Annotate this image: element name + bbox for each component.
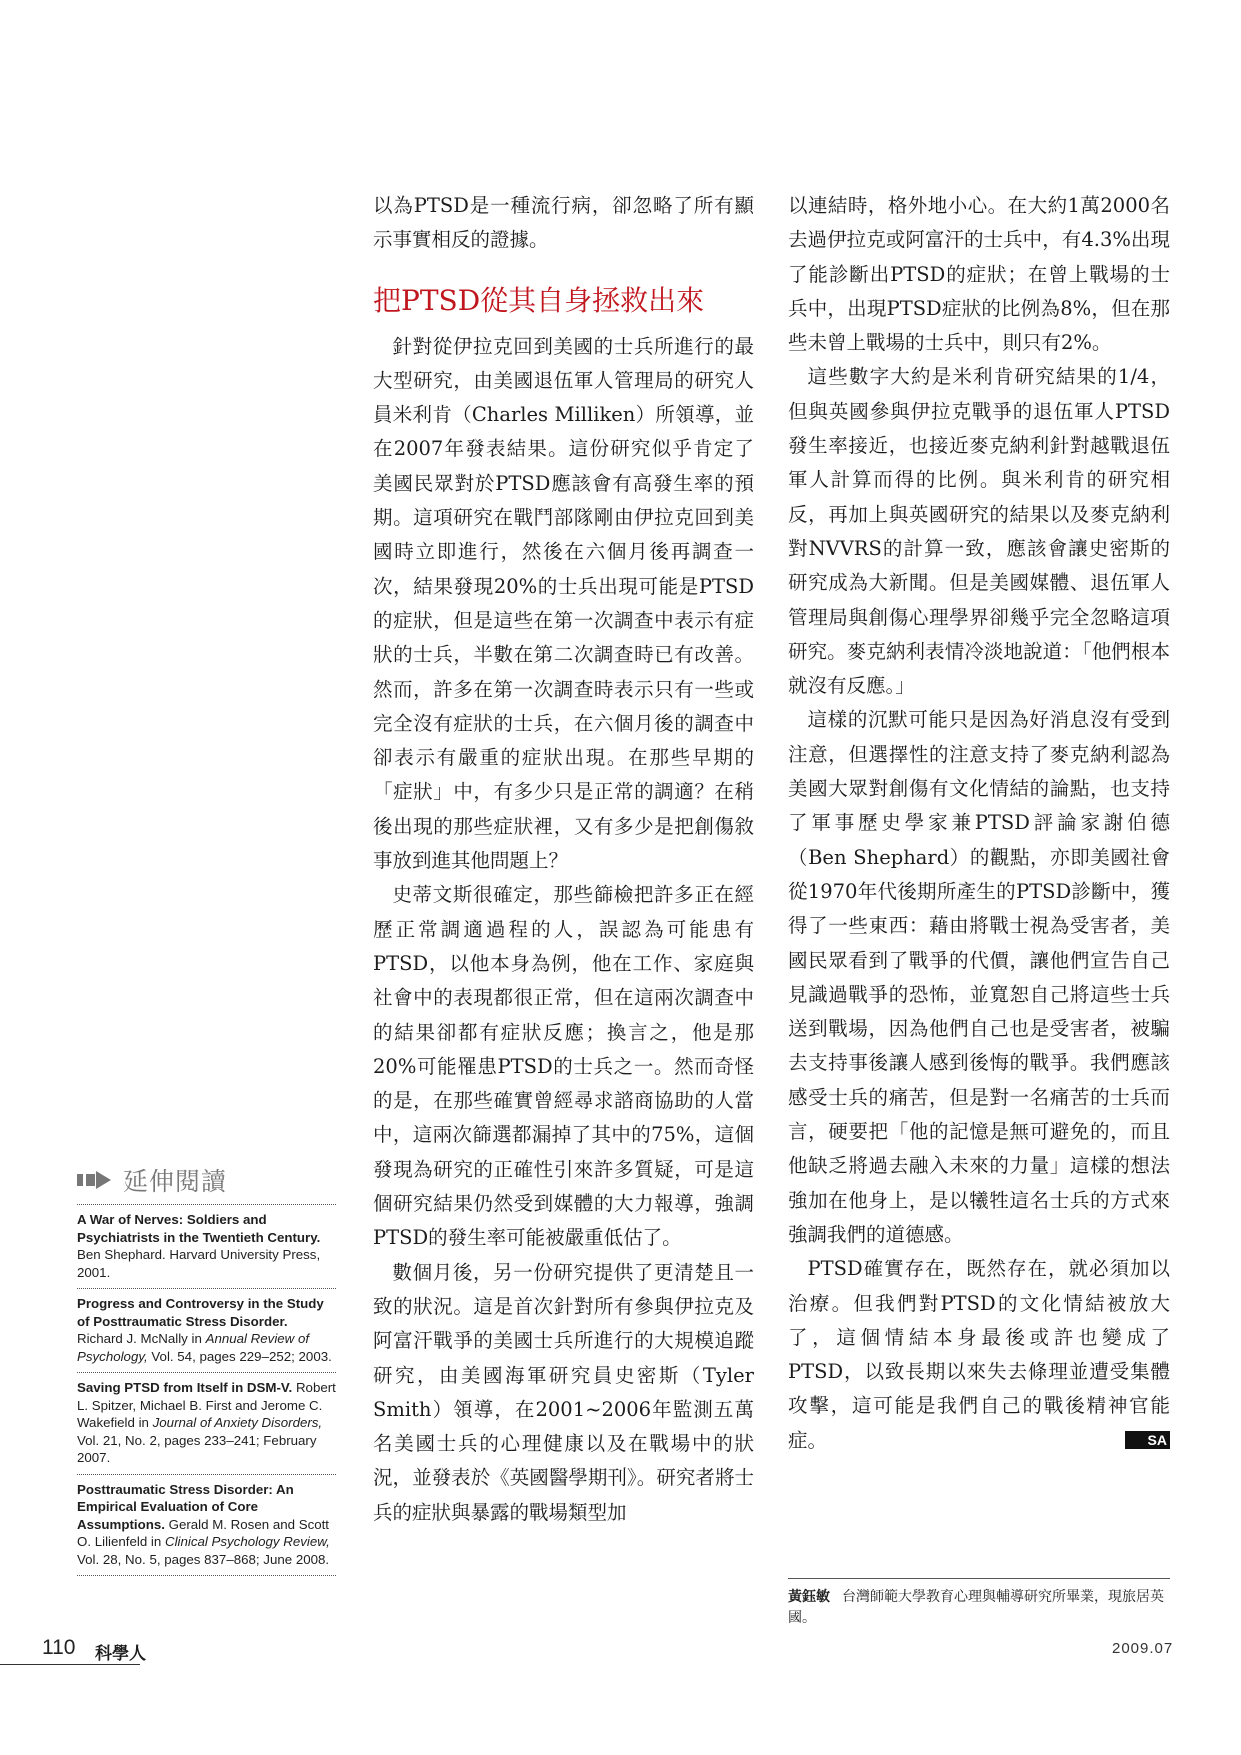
article-column-right — [788, 189, 1170, 1458]
paragraph: 這樣的沉默可能只是因為好消息沒有受到注意，但選擇性的注意支持了麥克納利認為美國大眾對創傷有文化情結的論點，也支持了軍事歷史學家兼PTSD評論家謝伯德（Ben Shephard）的觀點，亦即美國社會從1970年代後期所產生的PTSD診斷中，獲得了一些東西：藉由將戰士視為受害者，美國民眾看到了戰爭的代價，讓他們宣告自己見識過戰爭的恐怖，並寬恕自己將這些士兵送到戰場，因為他們自己也是受害者，被騙去支持事後讓人感到後悔的戰爭。我們應該感受士兵的痛苦，但是對一名痛苦的士兵而言，硬要把「他的記憶是無可避免的，而且他缺乏將過去融入未來的力量」這樣的想法強加在他身上，是以犧牲這名士兵的方式來強調我們的道德感。 — [788, 708, 1170, 1246]
paragraph-text: PTSD確實存在，既然存在，就必須加以治療。但我們對PTSD的文化情結被放大了，這個情結本身最後或許也變成了PTSD，以致長期以來失去條理並遭受集體攻擊，這可能是我們自己的戰後精神官能症。 — [788, 1257, 1170, 1452]
reference-authors: Robert L. Spitzer, Michael B. First and Jerome C. Wakefield in — [77, 1380, 336, 1430]
author-note — [788, 1578, 1170, 1629]
section-heading: 把PTSD從其自身拯救出來 — [373, 283, 705, 317]
author-bio: 台灣師範大學教育心理與輔導研究所畢業，現旅居英國。 — [788, 1589, 1164, 1626]
reference-item — [77, 1373, 336, 1475]
article-column-middle — [373, 189, 754, 1530]
further-reading-title: 延伸閱讀 — [123, 1167, 228, 1196]
paragraph: 針對從伊拉克回到美國的士兵所進行的最大型研究，由美國退伍軍人管理局的研究人員米利肯（Charles Milliken）所領導，並在2007年發表結果。這份研究似乎肯定了美國民眾對於PTSD應該會有高發生率的預期。這項研究在戰鬥部隊剛由伊拉克回到美國時立即進行，然後在六個月後再調查一次，結果發現20%的士兵出現可能是PTSD的症狀，但是這些在第一次調查中表示有症狀的士兵，半數在第二次調查時已有改善。然而，許多在第一次調查時表示只有一些或完全沒有症狀的士兵，在六個月後的調查中卻表示有嚴重的症狀出現。在那些早期的「症狀」中，有多少只是正常的調適？在稍後出現的那些症狀裡，又有多少是把創傷敘事放到進其他問題上？ — [373, 334, 754, 873]
paragraph: 史蒂文斯很確定，那些篩檢把許多正在經歷正常調適過程的人，誤認為可能患有PTSD，以他本身為例，他在工作、家庭與社會中的表現都很正常，但在這兩次調查中的結果卻都有症狀反應；換言之，他是那20%可能罹患PTSD的士兵之一。然而奇怪的是，在那些確實曾經尋求諮商協助的人當中，這兩次篩選都漏掉了其中的75%，這個發現為研究的正確性引來許多質疑，可是這個研究結果仍然受到媒體的大力報導，強調PTSD的發生率可能被嚴重低估了。 — [373, 883, 754, 1250]
arrow-right-icon — [77, 1171, 111, 1189]
reference-journal: Journal of Anxiety Disorders, — [152, 1415, 323, 1430]
reference-title: A War of Nerves: Soldiers and Psychiatrists in the Twentieth Century. — [77, 1212, 321, 1245]
sa-logo: SA — [1125, 1431, 1170, 1449]
further-reading-sidebar — [77, 1162, 336, 1576]
reference-title: Posttraumatic Stress Disorder: An Empirical Evaluation of Core Assumptions. — [77, 1481, 294, 1532]
issue-date: 2009.07 — [1112, 1640, 1174, 1657]
author-name: 黃鈺敏 — [788, 1589, 830, 1605]
reference-item — [77, 1289, 336, 1373]
reference-details: Vol. 28, No. 5, pages 837–868; June 2008. — [77, 1551, 330, 1567]
page-number: 110 — [42, 1636, 76, 1659]
reference-journal: Annual Review of Psychology, — [77, 1331, 310, 1364]
paragraph: 以為PTSD是一種流行病，卻忽略了所有顯示事實相反的證據。 — [373, 194, 754, 252]
reference-authors: Ben Shephard. Harvard University Press, 2001. — [77, 1247, 321, 1280]
reference-journal: Clinical Psychology Review, — [164, 1534, 330, 1549]
reference-details: Vol. 21, No. 2, pages 233–241; February 2007. — [77, 1432, 317, 1465]
footer-rule — [0, 1664, 140, 1665]
magazine-name: 科學人 — [95, 1644, 146, 1664]
paragraph: 這些數字大約是米利肯研究結果的1/4，但與英國參與伊拉克戰爭的退伍軍人PTSD發生率接近，也接近麥克納利針對越戰退伍軍人計算而得的比例。與米利肯的研究相反，再加上與英國研究的結果以及麥克納利對NVVRS的計算一致，應該會讓史密斯的研究成為大新聞。但是美國媒體、退伍軍人管理局與創傷心理學界卻幾乎完全忽略這項研究。麥克納利表情冷淡地說道：「他們根本就沒有反應。」 — [788, 365, 1170, 698]
paragraph: 以連結時，格外地小心。在大約1萬2000名去過伊拉克或阿富汗的士兵中，有4.3%出現了能診斷出PTSD的症狀；在曾上戰場的士兵中，出現PTSD症狀的比例為8%，但在那些未曾上戰場的士兵中，則只有2%。 — [788, 194, 1170, 355]
reference-title: Saving PTSD from Itself in DSM-V. — [77, 1380, 293, 1395]
reference-item — [77, 1475, 336, 1577]
reference-title: Progress and Controversy in the Study of Posttraumatic Stress Disorder. — [77, 1296, 324, 1329]
reference-item — [77, 1205, 336, 1289]
reference-details: Vol. 54, pages 229–252; 2003. — [147, 1348, 332, 1364]
paragraph — [788, 1252, 1170, 1458]
further-reading-header — [77, 1162, 336, 1198]
reference-list — [77, 1205, 336, 1576]
paragraph: 數個月後，另一份研究提供了更清楚且一致的狀況。這是首次針對所有參與伊拉克及阿富汗戰爭的美國士兵所進行的大規模追蹤研究，由美國海軍研究員史密斯（Tyler Smith）領導，在2001~2006年監測五萬名美國士兵的心理健康以及在戰場中的狀況，並發表於《英國醫學期刊》。研究者將士兵的症狀與暴露的戰場類型加 — [373, 1260, 754, 1524]
reference-authors: Gerald M. Rosen and Scott O. Lilienfeld in — [77, 1516, 329, 1549]
reference-authors: Richard J. McNally in — [77, 1331, 206, 1346]
